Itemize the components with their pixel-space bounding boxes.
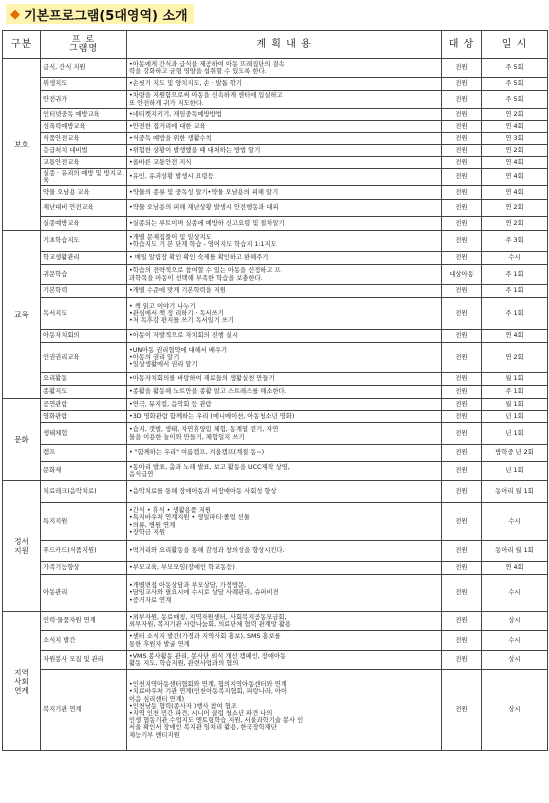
table-row: [3, 285, 548, 298]
program-name-cell: 문화제: [41, 462, 127, 481]
plan-line: •VMS 봉사활동 관리, 봉사단 외식 개선 캠페인, 장애아동: [129, 652, 287, 660]
category-cell: [3, 399, 41, 481]
diamond-bullet-icon: ◆: [10, 6, 20, 22]
table-row: [3, 265, 548, 285]
plan-line: 서울 확인서 장애인 복지관 임처리 활용, 한국장학재단: [129, 724, 277, 732]
target-cell: 전원: [442, 373, 482, 386]
schedule-cell: 상시: [482, 612, 548, 631]
program-name-cell: 응급처치 대비법: [41, 145, 127, 157]
plan-line: •아동이 자발적으로 자치회의 진행 실시: [129, 332, 239, 340]
program-name-cell: 약물 오남용 교육: [41, 186, 127, 200]
target-cell: 전원: [442, 386, 482, 399]
program-name-cell: 위생지도: [41, 78, 127, 91]
category-cell: [3, 59, 41, 231]
target-cell: 전원: [442, 481, 482, 503]
plan-line: 음식급연: [129, 471, 154, 478]
category-label: 정서지원: [14, 537, 29, 555]
plan-cell: [127, 285, 442, 298]
program-name-cell: 생태체험: [41, 423, 127, 445]
table-row: [3, 157, 548, 169]
schedule-cell: 연 4회: [482, 330, 548, 343]
plan-line: •약물 오남용의 피해 재난상황 발생시 안전행동과 대피: [129, 204, 279, 212]
target-cell: 전원: [442, 541, 482, 562]
schedule-cell: 주 5회: [482, 59, 548, 78]
table-row: [3, 399, 548, 411]
schedule-cell: 동아리 월 1회: [482, 541, 548, 562]
plan-cell: [127, 481, 442, 503]
target-cell: 전원: [442, 91, 482, 109]
schedule-cell: 연 2회: [482, 343, 548, 373]
plan-cell: [127, 330, 442, 343]
plan-line: 또 안전하게 귀가 지도한다.: [129, 99, 204, 107]
page-title-text: 기본프로그램(5대영역) 소개: [24, 8, 188, 24]
plan-line: •음악치료를 통해 장애아동과 비장애아동 사회성 향상: [129, 487, 277, 495]
plan-cell: [127, 651, 442, 670]
plan-cell: [127, 670, 442, 751]
target-cell: 전원: [442, 411, 482, 423]
table-row: [3, 217, 548, 231]
table-row: [3, 298, 548, 330]
plan-line: •간식 • 휴식 • 생활용품 지원: [129, 507, 211, 515]
plan-line: •개별 문제집풀이 및 일상지도: [129, 233, 212, 241]
schedule-cell: 수시: [482, 503, 548, 541]
plan-cell: [127, 462, 442, 481]
table-row: [3, 231, 548, 252]
header-program: [41, 31, 127, 59]
plan-line: •UN아동 권리협약에 대해서 배우기: [129, 346, 228, 354]
plan-line: •학습지도 기 본 단계 학습 - 영어지도 학습지 1:1지도: [129, 241, 277, 248]
table-row: [3, 562, 548, 575]
table-row: [3, 78, 548, 91]
page-title: [6, 4, 194, 24]
plan-line: •습지, 갯벌, 생태, 자연휴양림 체험, 동계열 걷기, 자연: [129, 426, 279, 434]
schedule-cell: 연 4회: [482, 186, 548, 200]
header-category: 구분: [3, 31, 41, 59]
plan-cell: [127, 200, 442, 217]
target-cell: 전원: [442, 217, 482, 231]
schedule-cell: 연 3회: [482, 133, 548, 145]
program-name-cell: 성폭력예방교육: [41, 121, 127, 133]
plan-line: •치료바우처 기관 연계(인천아동복지협회, 파랑나라, 아이: [129, 688, 288, 696]
program-name-cell: 급식, 간식 지원: [41, 59, 127, 78]
plan-line: •의류, 병원 연계: [129, 521, 176, 529]
table-row: [3, 445, 548, 462]
table-row: [3, 670, 548, 751]
plan-line: •지역 인천 민간 파견, 시니어 클럽 청소년 파견 나의: [129, 710, 273, 717]
plan-cell: [127, 265, 442, 285]
program-name-cell: 아동자치회의: [41, 330, 127, 343]
plan-line: •유인, 유괴상황 발생시 요령등: [129, 173, 214, 181]
header-target: 대 상: [442, 31, 482, 59]
target-cell: 전원: [442, 121, 482, 133]
target-cell: 전원: [442, 298, 482, 330]
table-row: [3, 169, 548, 186]
table-row: [3, 186, 548, 200]
program-name-cell: 귀문학습: [41, 265, 127, 285]
plan-cell: [127, 78, 442, 91]
category-cell: [3, 612, 41, 751]
header-schedule: 일 시: [482, 31, 548, 59]
plan-line: 인생 협동기관 수업지도 멘토링학습 지원, 서울과학기술 봉사 인: [129, 717, 304, 725]
table-row: [3, 121, 548, 133]
table-row: [3, 373, 548, 386]
plan-line: •외부자원, 동료매칭, 지역자원센터, 사회복지공동모금회,: [129, 613, 287, 621]
program-name-cell: 캠프: [41, 445, 127, 462]
plan-line: •개별 수준에 맞게 기본학력을 지원: [129, 287, 226, 295]
plan-cell: [127, 121, 442, 133]
plan-cell: [127, 59, 442, 78]
target-cell: 전원: [442, 503, 482, 541]
plan-line: •인천지역아동센터협회와 연계, 협의지역아동센터와 연계: [129, 681, 287, 689]
plan-line: •실종되는 루트이며 실종에 예방하 신고요령 및 절차알기: [129, 219, 285, 227]
program-name-cell: 재난대비 안전교육: [41, 200, 127, 217]
schedule-cell: 방학중 년 2회: [482, 445, 548, 462]
plan-line: 활동 지도, 학습지원, 관련사업과의 협의: [129, 660, 239, 667]
target-cell: 대상아동: [442, 265, 482, 285]
category-cell: [3, 481, 41, 612]
plan-cell: [127, 157, 442, 169]
table-row: [3, 575, 548, 612]
plan-cell: [127, 541, 442, 562]
schedule-cell: 연 2회: [482, 145, 548, 157]
plan-line: 이음 심리센터 연계): [129, 695, 185, 703]
plan-cell: [127, 423, 442, 445]
table-header-row: [3, 31, 548, 59]
schedule-cell: 연 2회: [482, 109, 548, 121]
plan-line: •아동에게 간식과 급식을 제공하여 아동 뜨래집단의 결속: [129, 60, 285, 68]
program-name-cell: 가족기능향상: [41, 562, 127, 575]
category-label: 지역사회연계: [14, 667, 29, 695]
program-name-cell: 교통안전교육: [41, 157, 127, 169]
program-name-cell: 인권권리교육: [41, 343, 127, 373]
schedule-cell: 주 5회: [482, 78, 548, 91]
target-cell: 전원: [442, 133, 482, 145]
plan-line: •부모교육, 부모모임(장애인 학교동등): [129, 564, 235, 572]
program-name-cell: 실종 · 유괴의 예방 및 방지교육: [41, 169, 127, 186]
target-cell: 전원: [442, 109, 482, 121]
table-row: [3, 386, 548, 399]
target-cell: 전원: [442, 157, 482, 169]
program-table: [2, 30, 548, 751]
plan-line: • 책 읽고 이야기 나누기: [129, 302, 196, 310]
plan-line: •일상생활에서 권리 알기: [129, 361, 198, 369]
table-row: [3, 651, 548, 670]
plan-cell: [127, 411, 442, 423]
program-name-cell: 소식지 발간: [41, 631, 127, 651]
program-name-cell: 기초학습지도: [41, 231, 127, 252]
plan-cell: [127, 252, 442, 265]
plan-line: 외부자원, 복지기관 사랑나눔회, 의료단체 협력 관계망 활용: [129, 621, 291, 628]
program-name-cell: 공연관람: [41, 399, 127, 411]
plan-cell: [127, 109, 442, 121]
schedule-cell: 수시: [482, 575, 548, 612]
schedule-cell: 주 1회: [482, 386, 548, 399]
schedule-cell: 주 1회: [482, 298, 548, 330]
plan-cell: [127, 133, 442, 145]
schedule-cell: 주 3회: [482, 231, 548, 252]
plan-cell: [127, 186, 442, 200]
plan-cell: [127, 373, 442, 386]
plan-cell: [127, 145, 442, 157]
table-row: [3, 252, 548, 265]
plan-line: 력을 강화하고 균형 영양을 섭취할 수 있도록 한다.: [129, 68, 267, 75]
plan-cell: [127, 575, 442, 612]
plan-cell: [127, 91, 442, 109]
program-name-cell: 인터넷중독 예방교육: [41, 109, 127, 121]
table-row: [3, 133, 548, 145]
plan-cell: [127, 612, 442, 631]
target-cell: 전원: [442, 343, 482, 373]
plan-line: •장학금 지원: [129, 528, 166, 536]
table-row: [3, 145, 548, 157]
table-body: [3, 59, 548, 751]
category-label: 보호: [14, 140, 29, 149]
schedule-cell: 상시: [482, 651, 548, 670]
schedule-cell: 수시: [482, 252, 548, 265]
schedule-cell: 동아리 월 1회: [482, 481, 548, 503]
table-row: [3, 91, 548, 109]
table-row: [3, 481, 548, 503]
program-name-cell: 독서지도: [41, 298, 127, 330]
header-plan: 계 획 내 용: [127, 31, 442, 59]
plan-line: •차량을 지원함으로써 아동을 신속하게 센터에 입실하고: [129, 92, 283, 100]
program-name-cell: 푸드카드(식품지원): [41, 541, 127, 562]
plan-line: •담임교사와 필요시에 수시로 상담 사례관리, 슈퍼비젼: [129, 589, 279, 597]
category-label: 교육: [14, 310, 29, 319]
schedule-cell: 연 2회: [482, 217, 548, 231]
plan-line: •관심에서 책 정 리하기 · 독서쓰기: [129, 309, 224, 317]
target-cell: 전원: [442, 252, 482, 265]
plan-line: •학습의 전략적으로 참여할 수 있는 아동을 선정하고 프: [129, 267, 281, 275]
plan-line: •증거자료 연계: [129, 596, 172, 604]
target-cell: 전원: [442, 462, 482, 481]
program-name-cell: 종활지도: [41, 386, 127, 399]
plan-cell: [127, 386, 442, 399]
target-cell: 전원: [442, 330, 482, 343]
schedule-cell: 상시: [482, 670, 548, 751]
plan-cell: [127, 343, 442, 373]
schedule-cell: 연 4회: [482, 562, 548, 575]
plan-cell: [127, 562, 442, 575]
table-row: [3, 631, 548, 651]
target-cell: 전원: [442, 423, 482, 445]
schedule-cell: 수시: [482, 631, 548, 651]
plan-cell: [127, 231, 442, 252]
plan-line: •저 독후감 편지를 쓰기 독서일기 쓰기: [129, 317, 234, 325]
table-row: [3, 59, 548, 78]
target-cell: 전원: [442, 670, 482, 751]
header-program-text: 프 로 그램명: [68, 34, 99, 54]
target-cell: 전원: [442, 285, 482, 298]
target-cell: 전원: [442, 651, 482, 670]
schedule-cell: 년 1회: [482, 423, 548, 445]
table-row: [3, 503, 548, 541]
target-cell: 전원: [442, 562, 482, 575]
target-cell: 전원: [442, 145, 482, 157]
target-cell: 전원: [442, 78, 482, 91]
category-cell: [3, 231, 41, 399]
target-cell: 전원: [442, 575, 482, 612]
plan-line: •안전한 접거리에 대한 교육: [129, 122, 206, 130]
plan-cell: [127, 169, 442, 186]
plan-line: •식중독 예방을 위한 생활수칙: [129, 134, 212, 142]
plan-line: • "함께하는 우리" 여름캠프, 겨울캠프(계절 동~): [129, 449, 265, 457]
target-cell: 전원: [442, 231, 482, 252]
program-name-cell: 안전귀가: [41, 91, 127, 109]
table-row: [3, 330, 548, 343]
plan-line: •동아리 발표, 춤과 노래 발표, 보고 활동을 UCC제작 상영,: [129, 463, 290, 471]
program-name-cell: 자원봉사 모집 및 관리: [41, 651, 127, 670]
program-name-cell: 아동관리: [41, 575, 127, 612]
target-cell: 전원: [442, 200, 482, 217]
plan-line: •아동의 권리 알기: [129, 353, 180, 361]
plan-line: •인천남동 협력(종사자 )행사 참여 협조: [129, 702, 237, 710]
table-row: [3, 462, 548, 481]
program-name-cell: 복지기관 연계: [41, 670, 127, 751]
table-row: [3, 200, 548, 217]
plan-line: •종활을 활동해 노트만을 종활 알고 스트레스를 해소한다.: [129, 388, 287, 396]
schedule-cell: 주 1회: [482, 265, 548, 285]
plan-cell: [127, 217, 442, 231]
schedule-cell: 주 5회: [482, 91, 548, 109]
program-name-cell: 기본학력: [41, 285, 127, 298]
table-row: [3, 541, 548, 562]
table-row: [3, 343, 548, 373]
target-cell: 전원: [442, 186, 482, 200]
program-name-cell: 인력·물품자원 연계: [41, 612, 127, 631]
table-row: [3, 423, 548, 445]
plan-line: 통한 후원자 발굴 연계: [129, 640, 190, 648]
plan-line: •특지바우처 연계지원 • 생일파티·졸업 선물: [129, 514, 250, 522]
schedule-cell: 연 4회: [482, 157, 548, 169]
schedule-cell: 월 1회: [482, 373, 548, 386]
target-cell: 전원: [442, 631, 482, 651]
plan-cell: [127, 631, 442, 651]
plan-line: •올바른 교통안전 지식: [129, 158, 192, 166]
table-row: [3, 612, 548, 631]
plan-line: •센터 소식지 발간(가정과 지역사회 홍보), SMS 홍보를: [129, 633, 281, 641]
plan-line: •손씻기 지도 및 양치지도, 손 · 발톱 깎기: [129, 80, 242, 88]
plan-line: •아동자치회의를 바탕하여 재료들의 생활실천 만들기: [129, 375, 275, 383]
plan-cell: [127, 399, 442, 411]
plan-line: •개별면접 아동상담과 부모상담, 가정방문,: [129, 582, 247, 590]
schedule-cell: 월 1회: [482, 399, 548, 411]
schedule-cell: 연 2회: [482, 200, 548, 217]
plan-line: •연극, 뮤지컬, 음악회 등 관람: [129, 400, 212, 408]
target-cell: 전원: [442, 169, 482, 186]
program-name-cell: 학교생활관리: [41, 252, 127, 265]
program-name-cell: 요리활동: [41, 373, 127, 386]
plan-line: 과학목을 아동이 선택해 부족한 학습을 보충한다.: [129, 274, 263, 282]
plan-line: • 매일 알림장 확인 확인 숙제를 확인하고 완해주기: [129, 254, 269, 262]
plan-line: •네티켓지키기, 게임중독예방방법: [129, 110, 222, 118]
schedule-cell: 년 1회: [482, 462, 548, 481]
plan-line: •3D 영화관람 함께하는 우리 (애니메이션, 아동청소년 영화): [129, 412, 295, 420]
target-cell: 전원: [442, 399, 482, 411]
schedule-cell: 주 1회: [482, 285, 548, 298]
program-name-cell: 실종예방교육: [41, 217, 127, 231]
target-cell: 전원: [442, 445, 482, 462]
plan-cell: [127, 445, 442, 462]
table-row: [3, 109, 548, 121]
program-name-cell: 식품안전교육: [41, 133, 127, 145]
plan-line: •약물의 종류 및 중독성 알기•약물 오남용의 피해 알기: [129, 188, 279, 196]
schedule-cell: 연 4회: [482, 121, 548, 133]
schedule-cell: 년 1회: [482, 411, 548, 423]
category-label: 문화: [14, 435, 29, 444]
table-row: [3, 411, 548, 423]
schedule-cell: 연 4회: [482, 169, 548, 186]
plan-line: 물을 이용한 놀이와 만들기, 체험일지 쓰기: [129, 433, 245, 441]
plan-line: 재능기부 멘티지원: [129, 731, 180, 739]
program-name-cell: 치료레크(음악치료): [41, 481, 127, 503]
program-name-cell: 특지지원: [41, 503, 127, 541]
target-cell: 전원: [442, 59, 482, 78]
plan-line: •위험한 상황이 발생했을 때 대처하는 방법 알기: [129, 146, 261, 154]
plan-line: •먹거리와 요리활동을 통해 감성과 창의성을 향상시킨다.: [129, 547, 285, 555]
plan-cell: [127, 298, 442, 330]
plan-cell: [127, 503, 442, 541]
target-cell: 전원: [442, 612, 482, 631]
program-name-cell: 영화관람: [41, 411, 127, 423]
